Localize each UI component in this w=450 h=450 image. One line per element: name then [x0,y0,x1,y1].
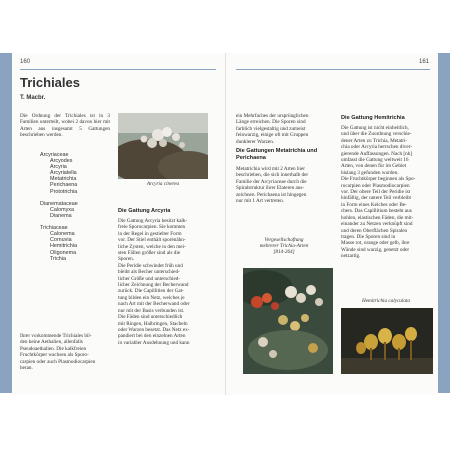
text-line: dunklerer Warzen. [236,138,275,145]
text-line: bleibt als Becher unterschied- [118,269,180,276]
page-number-left: 160 [20,59,31,65]
text-line: freie Sporocarpien. Sie kommen [118,224,186,231]
genus-item: Trichia [50,255,66,262]
text-line: tragen. Die Sporen sind in [341,233,396,240]
caption-line: [814-264] [273,249,295,255]
right-edge-band [438,53,450,393]
genus-item: Dianema [50,212,72,219]
section-author: T. Macbr. [20,95,46,101]
photo-hemitrichia-calyculata-image [341,308,433,374]
photo-arcyria-cinerea [118,113,208,179]
text-line: feinwarzig, einige oft mit Gruppen [236,132,309,139]
text-line: Die Peridie schwindet früh und [118,262,183,269]
text-line: in der Regel in gestielter Form [118,230,182,237]
text-line: rocarpien oder Plasmodiocarpien [341,182,410,189]
text-line: Länge erreichen. Die Sporen sind [236,119,306,126]
text-line: zeichnen. Perichaena ist hingegen [236,191,307,198]
text-line: mit Ringen, Halbringen, Stacheln [118,320,188,327]
heading-metatrichia-perichaena-2: Perichaena [236,155,266,161]
family-item: Arcyriaceae [40,152,69,158]
taxa-list [40,152,110,262]
caption-line: Vergesellschaftung [264,237,304,243]
photo-hemitrichia-calyculata [341,308,433,374]
text-line: nach Art mit der Becherwand oder [118,301,190,308]
text-line: Sporen. [118,256,134,263]
text-line: liche Zysten, welche in den mei- [118,243,186,250]
text-line: Die Gattung Arcyria besitzt kalk- [118,218,188,224]
text-line: einander zu Netzen verknüpft sind [341,221,413,228]
page-gutter [225,53,226,395]
arcyria-continuation-text [236,113,332,145]
photo-caption-hemitrichia-calyculata: Hemitrichia calyculata [362,298,410,304]
heading-gattung-arcyria: Die Gattung Arcyria [118,208,171,214]
page-number-right: 161 [419,59,430,65]
intro-conclusion-text [20,333,112,371]
text-line: dener Arten zu Trichia, Metatri- [341,137,408,144]
text-line: vor. Der obere Teil der Peridie ist [341,189,411,196]
metatrichia-description [236,166,332,204]
text-line: Pseudoaethalien. Die kalkfreien [20,345,87,352]
text-line: Die Fruchtkörper beginnen als Spo- [341,176,416,183]
intro-text: Die Ordnung der Trichiales ist in 3 Familien unterteilt, wobei 2 davon hier mit Arten aus insgesamt 5 Gattungen beschrieben werden. [20,113,110,139]
genus-item: Prototrichia [50,188,78,195]
family-item: Trichiaceae [40,225,68,232]
text-line: Die Gattung ist nicht einheitlich, [341,125,409,131]
text-line: und deren Oberflächen Spiralen [341,227,408,234]
arcyria-description [118,218,214,346]
text-line: Ihrer vorkommende Trichiales bil- [20,333,92,339]
family-item: Dianemataceae [40,200,78,207]
heading-gattung-hemitrichia: Die Gattung Hemitrichia [341,115,405,121]
genus-item: Arcyodes [50,158,73,165]
text-line: Wände sind warzig, genetzt oder [341,246,410,253]
genus-item: Metatrichia [50,176,77,183]
text-line: Masse rot, orange oder gelb, ihre [341,240,410,247]
text-line: beschrieben, die sich innerhalb der [236,172,309,179]
text-line: nur mit 1 Art vertreten. [236,198,284,205]
text-line: carpien oder auch Plasmodiocarpien [20,358,96,365]
text-line: hohlen, elastischen Fäden, die mit- [341,214,414,221]
photo-caption-trichia-group [236,237,332,255]
text-line: den keine Aethalien, allenfalls [20,339,83,346]
text-line: Arten, von denen für im Gebiet [341,163,407,170]
genus-item: Perichaena [50,182,78,189]
text-line: nur mit der Basis verbunden ist. [118,307,185,314]
header-rule-left [20,69,216,70]
text-line: in variabler Ausdehnung und kann [118,339,190,346]
text-line: pandiert bei den einzelnen Arten [118,333,186,340]
text-line: bislang 3 gefunden wurden. [341,169,399,176]
text-line: umfasst die Gattung weltweit 16 [341,157,409,164]
text-line: sten Fällen größer sind als die [118,250,181,257]
text-line: vor. Der Stiel enthält sporenähn- [118,237,186,244]
caption-line: mehrerer Trichia-Arten [259,243,309,249]
text-line: oder Warzen besetzt. Das Netz ex- [118,326,190,333]
text-line: chia oder Arcyria herrschen diver- [341,144,413,151]
text-line: zurück. Die Capillitien der Gat- [118,288,184,295]
text-line: ein Mehrfaches der ursprünglichen [236,113,309,119]
genus-item: Cornuvia [50,237,72,244]
genus-item: Calonema [50,231,75,238]
genus-item: Arcyriatella [50,170,77,177]
photo-caption-arcyria-cinerea: Arcyria cinerea [146,181,180,187]
photo-trichia-group-image [243,268,333,374]
text-line: farblich vielgestaltig und zumeist [236,125,306,132]
text-line: und über die Zuordnung verschie- [341,131,412,138]
text-line: netzartig. [341,253,361,260]
text-line: Fruchtkörper wachsen als Sporo- [20,352,89,359]
heading-metatrichia-perichaena-1: Die Gattungen Metatrichia und [236,148,318,154]
text-line: in Form eines Kelches oder Be- [341,201,407,208]
section-title: Trichiales [20,75,80,90]
photo-arcyria-cinerea-image [118,113,208,179]
text-line: hinfällig, der untere Teil verbleibt [341,195,411,202]
hemitrichia-description [341,125,433,260]
genus-item: Arcyria [50,164,67,171]
text-line: chers. Das Capillitium besteht aus [341,208,412,215]
header-rule-right [236,69,430,70]
text-line: Die Fäden sind unterschiedlich [118,314,183,321]
genus-item: Hemitrichia [50,243,77,250]
genus-item: Oligonema [50,249,77,256]
text-line: gierende Auffassungen. Nach [nh] [341,150,413,157]
text-line: Familie der Arcyriaceae durch die [236,178,307,185]
text-line: Spiralstruktur ihrer Elateren aus- [236,185,305,192]
text-line: licher Zeichnung der Becherwand [118,282,189,289]
left-edge-band [0,53,12,393]
photo-trichia-group [243,268,333,374]
text-line: Metatrichia wird mit 2 Arten hier [236,166,306,172]
text-line: licher Größe und unterschied- [118,275,181,282]
text-line: heran. [20,365,33,372]
genus-item: Calomyxa [50,206,74,213]
text-line: tung bilden ein Netz, welches je [118,294,185,301]
